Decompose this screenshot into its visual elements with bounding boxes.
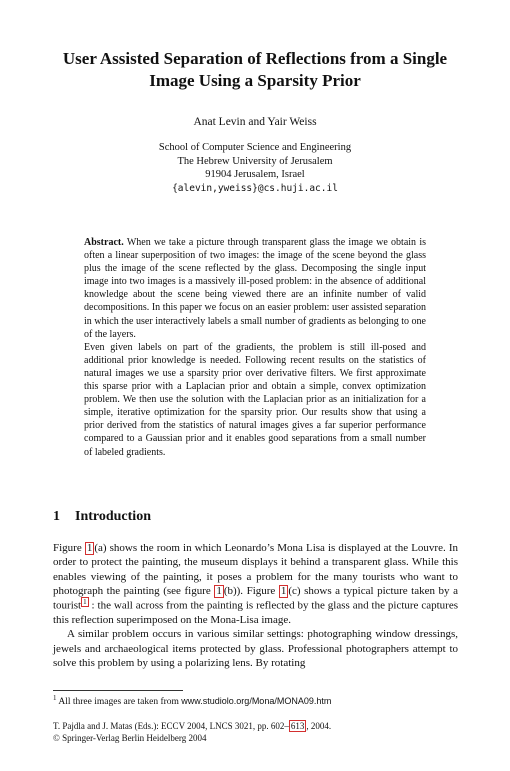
footnote-divider (53, 690, 183, 691)
figure-link-3[interactable]: 1 (280, 584, 287, 597)
intro-text: (b)). Figure (223, 584, 279, 597)
copyright-line: © Springer-Verlag Berlin Heidelberg 2004 (53, 733, 207, 743)
abstract-paragraph-2: Even given labels on part of the gradients, the problem is still ill-posed and additional prior knowledge is needed. Following recent results on the statistics of natural images we use a sparsity prior over derivative filters. We first approximate this sparse prior with a Laplacian prior and obtain a simple, convex optimization problem. We then use the solution with the Laplacian prior as an initialization for a simple, iterative optimization for the sparsity prior. Our results show that using a prior derived from the statistics of natural images gives a far superior performance compared to a Gaussian prior and it enables good separations from a small number of labeled gradients. (84, 341, 426, 458)
section-heading (53, 509, 151, 525)
intro-text: Figure (53, 542, 85, 554)
figure-link-2[interactable]: 1 (216, 584, 222, 597)
publication-text: T. Pajdla and J. Matas (Eds.): ECCV 2004, LNCS 3021, pp. 602– (53, 721, 289, 731)
intro-text: : the wall across from the painting is reflected by the glass and the picture captures this reflection superimposed on the Mona-Lisa image. (53, 599, 458, 627)
section-title: Introduction (75, 509, 151, 524)
publication-info (53, 720, 458, 744)
footnote (53, 694, 458, 707)
affiliation-line-1: School of Computer Science and Engineering (158, 142, 352, 153)
intro-paragraph-2: A similar problem occurs in various similar settings: photographing window dressings, jewels and archaeological items protected by glass. Professional photographers attempt to solve this problem by using a polarizing lens. By rotating (53, 628, 458, 670)
abstract-paragraph-1 (84, 236, 426, 341)
publication-line-1 (53, 720, 458, 732)
introduction-body (53, 541, 458, 670)
authors: Anat Levin and Yair Weiss (193, 116, 317, 128)
footnote-link[interactable]: 1 (83, 598, 87, 607)
intro-text: (c) shows a typical picture taken by a tourist (53, 584, 458, 612)
abstract-text-1: When we take a picture through transparent glass the image we obtain is often a linear superposition of two images: the image of the scene beyond the glass plus the image of the scene reflected by the glass. Decomposing the single input image into two images is a massively ill-posed problem: in the absence of additional knowledge about the scene being viewed there are an infinite number of valid decompositions. In this paper we focus on an easier problem: user assisted separation in which the user interactively labels a small number of gradients as belonging to one of the layers. (84, 237, 426, 340)
footnote-url[interactable]: www.studiolo.org/Mona/MONA09.htm (181, 696, 332, 707)
footnote-mark: 1 (53, 694, 57, 702)
intro-paragraph-1 (53, 541, 458, 627)
intro-text: (a) shows the room in which Leonardo’s Mona Lisa is displayed at the Louvre. In order to protect the painting, the museum displays it behind a transparent glass. While this enables viewing of the painting, it poses a problem for the many tourists who want to photograph the painting (see figure (53, 542, 458, 597)
section-number: 1 (53, 509, 60, 524)
affiliation-line-3: 91904 Jerusalem, Israel (205, 169, 305, 180)
affiliation-line-2: The Hebrew University of Jerusalem (177, 155, 333, 167)
paper-title: User Assisted Separation of Reflections from a Single Image Using a Sparsity Prior (62, 49, 448, 90)
abstract (84, 236, 426, 459)
affiliation (40, 141, 470, 195)
footnote-text: All three images are taken from (58, 697, 182, 708)
page-range-link[interactable]: 613 (290, 721, 305, 731)
figure-link-1[interactable]: 1 (86, 542, 93, 554)
abstract-label: Abstract. (84, 237, 124, 248)
publication-text: , 2004. (306, 721, 332, 731)
author-emails: {alevin,yweiss}@cs.huji.ac.il (172, 182, 338, 194)
